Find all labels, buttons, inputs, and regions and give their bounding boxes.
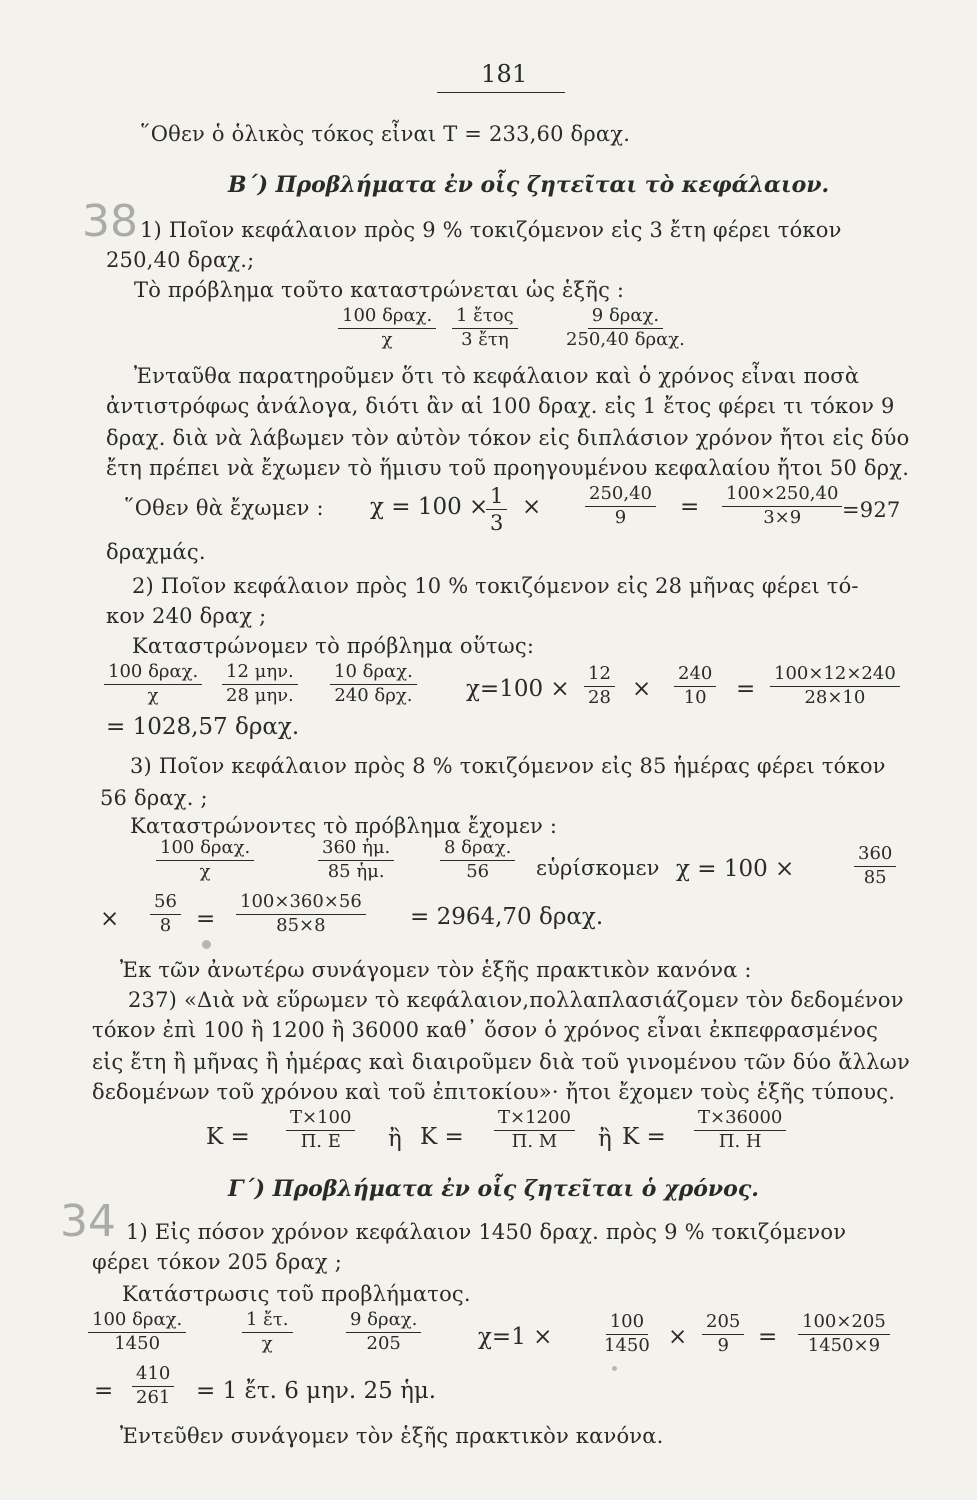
p3-line2: 56 δραχ. ; <box>100 786 208 810</box>
p1-unit-line: δραχμάς. <box>106 540 206 564</box>
p1-explain-1: Ἐνταῦθα παρατηροῦμεν ὅτι τὸ κεφάλαιον καὶ ὁ χρόνος εἶναι ποσὰ <box>134 364 860 388</box>
rule-237-line3: εἰς ἔτη ἢ μῆνας ἢ ἡμέρας καὶ διαιροῦμεν διὰ τοῦ γινομένου τῶν δύο ἄλλων <box>92 1050 910 1074</box>
p1-times: × <box>522 494 542 520</box>
header-rule <box>437 92 565 93</box>
p2-line2: κον 240 δραχ ; <box>106 604 267 628</box>
p1-explain-2: ἀντιστρόφως ἀνάλογα, διότι ἂν αἱ 100 δραχ. εἰς 1 ἔτος φέρει τι τόκον 9 <box>106 394 895 418</box>
page-number: 181 <box>481 60 528 88</box>
p1-table-col-1: 100 δραχ. χ <box>338 306 436 350</box>
p2-table-col-3: 10 δραχ. 240 δρχ. <box>330 662 417 706</box>
p2-fraction-product: $\frac{100\times 12\times 240}{28\times 10}$ <box>770 664 900 708</box>
rule-intro: Ἐκ τῶν ἀνωτέρω συνάγομεν τὸν ἑξῆς πρακτικὸν κανόνα : <box>120 958 752 982</box>
k-or-1: ἢ <box>388 1126 402 1152</box>
c1-times: × <box>668 1324 688 1350</box>
c1-fraction-205-9: $\frac{205}{9}$ <box>702 1312 744 1356</box>
p2-times: × <box>632 676 652 702</box>
p1-fraction-1-3: $\frac{1}{3}$ <box>486 484 507 535</box>
k-or-2: ἢ <box>598 1126 612 1152</box>
k-formula-3: $\frac{T\times 36000}{\Pi. H}$ <box>694 1108 786 1152</box>
p3-table-col-1: 100 δραχ. χ <box>156 838 254 882</box>
p2-setup: Καταστρώνομεν τὸ πρόβλημα οὕτως: <box>132 634 535 658</box>
p3-fraction-360-85: $\frac{360}{85}$ <box>854 844 896 888</box>
k-formula-1-lhs: Κ = <box>206 1124 250 1150</box>
p1-explain-4: ἔτη πρέπει νὰ ἔχωμεν τὸ ἥμισυ τοῦ προηγουμένου κεφαλαίου ἤτοι 50 δρχ. <box>106 456 910 480</box>
heading-section-c: Γ΄) Προβλήματα ἐν οἷς ζητεῖται ὁ χρόνος. <box>228 1176 759 1202</box>
p3-table-col-3: 8 δραχ. 56 <box>440 838 515 882</box>
c1-eq2: = <box>94 1378 114 1404</box>
c1-formula-lhs: χ=1 × <box>478 1324 553 1350</box>
k-formula-2: $\frac{T\times 1200}{\Pi. M}$ <box>494 1108 575 1152</box>
p3-formula-lhs: χ = 100 × <box>676 856 795 882</box>
c1-fraction-100-1450: $\frac{100}{1450}$ <box>604 1311 650 1356</box>
handwritten-note-34: 34 <box>60 1196 116 1247</box>
c1-equals: = <box>758 1324 778 1350</box>
final-line: Ἐντεῦθεν συνάγομεν τὸν ἑξῆς πρακτικὸν κανόνα. <box>120 1424 664 1448</box>
c1-table-col-3: 9 δραχ. 205 <box>346 1310 421 1354</box>
p1-formula-result: =927 <box>842 498 901 522</box>
p1-fraction-250-9: $\frac{250,40}{9}$ <box>585 484 656 528</box>
p1-equals: = <box>680 494 700 520</box>
p1-line1: 1) Ποῖον κεφάλαιον πρὸς 9 % τοκιζόμενον εἰς 3 ἔτη φέρει τόκον <box>140 218 842 242</box>
p1-formula-lhs: χ = 100 × <box>370 494 489 520</box>
p1-table-col-3: 9 δραχ. 250,40 δραχ. <box>566 305 685 350</box>
p3-times: × <box>100 906 120 932</box>
p3-fraction-56-8: $\frac{56}{8}$ <box>150 892 181 936</box>
paper-spot <box>612 1366 617 1371</box>
p3-equals: = <box>196 906 216 932</box>
p3-find-text: εὑρίσκομεν <box>536 856 660 880</box>
k-formula-3-lhs: Κ = <box>622 1124 666 1150</box>
c1-line2: φέρει τόκον 205 δραχ ; <box>92 1250 342 1274</box>
p1-table-col-2: 1 ἔτος 3 ἔτη <box>452 306 518 350</box>
p2-fraction-12-28: $\frac{12}{28}$ <box>584 664 615 708</box>
k-formula-2-lhs: Κ = <box>420 1124 464 1150</box>
c1-fraction-product: $\frac{100\times 205}{1450\times 9}$ <box>798 1312 890 1356</box>
rule-237-line1: 237) «Διὰ νὰ εὕρωμεν τὸ κεφάλαιον,πολλαπλασιάζομεν τὸν δεδομένον <box>128 988 904 1012</box>
c1-table-col-2: $\frac{\text{1 ἔτ.}}{\chi}$ <box>242 1310 293 1354</box>
p3-setup: Καταστρώνοντες τὸ πρόβλημα ἔχομεν : <box>130 814 558 838</box>
c1-line1: 1) Εἰς πόσον χρόνον κεφάλαιον 1450 δραχ. πρὸς 9 % τοκιζόμενον <box>126 1220 847 1244</box>
p1-fraction-product: $\frac{100\times 250,40}{3\times 9}$ <box>722 484 842 528</box>
p2-fraction-240-10: $\frac{240}{10}$ <box>674 664 716 708</box>
p1-explain-3: δραχ. διὰ νὰ λάβωμεν τὸν αὐτὸν τόκον εἰς διπλάσιον χρόνον ἤτοι εἰς δύο <box>106 426 910 450</box>
rule-237-line4: δεδομένων τοῦ χρόνου καὶ τοῦ ἐπιτοκίου»· ἤτοι ἔχομεν τοὺς ἑξῆς τύπους. <box>92 1080 896 1104</box>
handwritten-note-38: 38 <box>82 196 138 247</box>
p3-fraction-product: $\frac{100\times 360\times 56}{85\times 8}$ <box>236 892 366 936</box>
c1-fraction-410-261: $\frac{410}{261}$ <box>132 1364 174 1408</box>
c1-result: = 1 ἔτ. 6 μην. 25 ἡμ. <box>196 1378 437 1404</box>
p1-formula-prefix: ῞Οθεν θὰ ἔχωμεν : <box>124 496 324 520</box>
p2-table-col-2: 12 μην. 28 μην. <box>222 662 298 706</box>
p3-line1: 3) Ποῖον κεφάλαιον πρὸς 8 % τοκιζόμενον εἰς 85 ἡμέρας φέρει τόκον <box>130 754 886 778</box>
k-formula-1: $\frac{T\times 100}{\Pi. E}$ <box>286 1108 355 1152</box>
p2-result: = 1028,57 δραχ. <box>106 714 300 740</box>
p2-table-col-1: 100 δραχ. χ <box>104 662 202 706</box>
p2-equals: = <box>736 676 756 702</box>
c1-setup: Κατάστρωσις τοῦ προβλήματος. <box>122 1282 471 1306</box>
p2-formula-lhs: χ=100 × <box>466 676 570 702</box>
p3-table-col-2: $\frac{\text{360 ἡμ.}}{\text{85 ἡμ.}}$ <box>318 838 394 882</box>
line-result: ῞Οθεν ὁ ὁλικὸς τόκος εἶναι Τ = 233,60 δραχ. <box>140 122 631 146</box>
p1-setup: Τὸ πρόβλημα τοῦτο καταστρώνεται ὡς ἑξῆς : <box>134 278 625 302</box>
paper-spot <box>202 940 211 949</box>
p1-line2: 250,40 δραχ.; <box>106 248 255 272</box>
p3-result: = 2964,70 δραχ. <box>410 904 604 930</box>
heading-section-b: Β΄) Προβλήματα ἐν οἷς ζητεῖται τὸ κεφάλαιον. <box>228 172 830 198</box>
rule-237-line2: τόκον ἐπὶ 100 ἢ 1200 ἢ 36000 καθ᾽ ὅσον ὁ χρόνος εἶναι ἐκπεφρασμένος <box>92 1018 879 1042</box>
p2-line1: 2) Ποῖον κεφάλαιον πρὸς 10 % τοκιζόμενον εἰς 28 μῆνας φέρει τό- <box>132 574 859 598</box>
c1-table-col-1: 100 δραχ. 1450 <box>88 1310 186 1354</box>
